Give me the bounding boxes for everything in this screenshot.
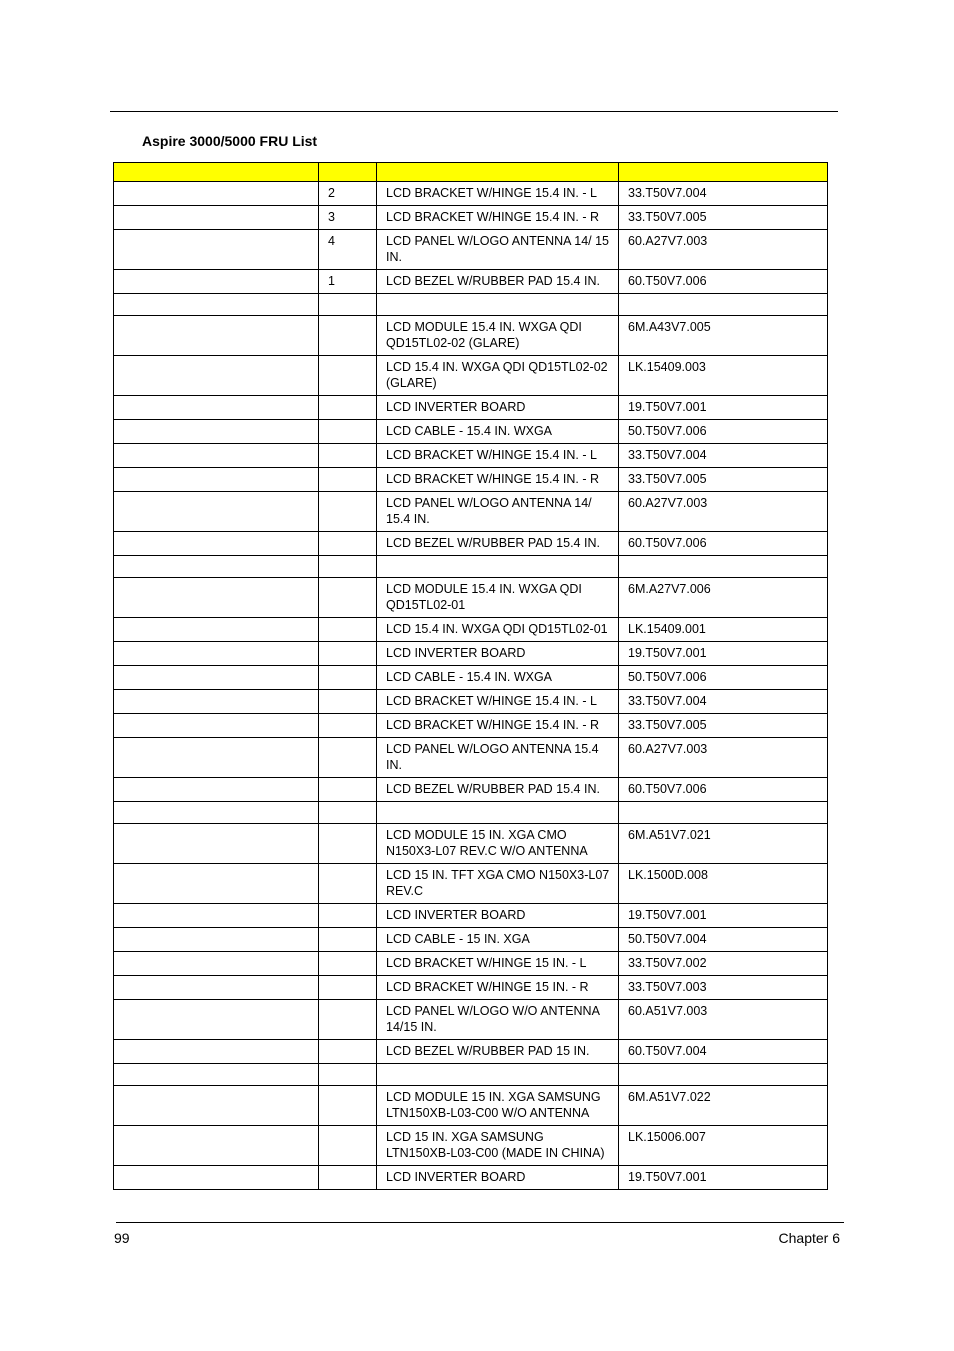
part-number-cell: 6M.A51V7.021 [619, 824, 828, 864]
part-name-cell: LCD BEZEL W/RUBBER PAD 15.4 IN. [377, 778, 619, 802]
table-row [114, 270, 828, 294]
category-cell [114, 444, 319, 468]
item-no-cell: 4 [319, 230, 377, 270]
part-name-cell: LCD BEZEL W/RUBBER PAD 15.4 IN. [377, 270, 619, 294]
table-row [114, 444, 828, 468]
part-number-cell [619, 294, 828, 316]
category-cell [114, 206, 319, 230]
category-cell [114, 492, 319, 532]
fru-table-body [114, 163, 828, 1190]
item-no-cell [319, 976, 377, 1000]
part-name-cell: LCD 15 IN. XGA SAMSUNG LTN150XB-L03-C00 (MADE IN CHINA) [377, 1126, 619, 1166]
category-cell [114, 316, 319, 356]
part-name-cell: LCD PANEL W/LOGO ANTENNA 14/ 15.4 IN. [377, 492, 619, 532]
table-row [114, 492, 828, 532]
category-cell [114, 666, 319, 690]
part-name-cell: LCD MODULE 15 IN. XGA SAMSUNG LTN150XB-L03-C00 W/O ANTENNA [377, 1086, 619, 1126]
table-row [114, 420, 828, 444]
table-row [114, 714, 828, 738]
part-name-cell: LCD BRACKET W/HINGE 15.4 IN. - R [377, 468, 619, 492]
category-cell [114, 802, 319, 824]
category-cell [114, 468, 319, 492]
part-name-cell: LCD INVERTER BOARD [377, 396, 619, 420]
table-row [114, 578, 828, 618]
part-number-cell: 60.T50V7.004 [619, 1040, 828, 1064]
part-name-cell: LCD BRACKET W/HINGE 15.4 IN. - R [377, 206, 619, 230]
item-no-cell [319, 492, 377, 532]
part-name-cell: LCD INVERTER BOARD [377, 642, 619, 666]
table-row [114, 1064, 828, 1086]
part-name-cell: LCD INVERTER BOARD [377, 1166, 619, 1190]
part-number-cell: LK.15006.007 [619, 1126, 828, 1166]
table-row [114, 316, 828, 356]
part-number-cell: 33.T50V7.004 [619, 182, 828, 206]
category-cell [114, 618, 319, 642]
table-row [114, 802, 828, 824]
item-no-cell [319, 1040, 377, 1064]
item-no-cell [319, 1000, 377, 1040]
table-row [114, 468, 828, 492]
table-row [114, 904, 828, 928]
item-no-cell [319, 578, 377, 618]
category-cell [114, 556, 319, 578]
item-no-cell [319, 714, 377, 738]
table-row [114, 864, 828, 904]
part-number-cell: 33.T50V7.005 [619, 714, 828, 738]
item-no-cell [319, 864, 377, 904]
table-row [114, 618, 828, 642]
item-no-cell [319, 356, 377, 396]
chapter-label: Chapter 6 [778, 1230, 840, 1246]
table-row [114, 738, 828, 778]
part-name-cell: LCD BRACKET W/HINGE 15.4 IN. - L [377, 690, 619, 714]
part-name-cell: LCD MODULE 15.4 IN. WXGA QDI QD15TL02-01 [377, 578, 619, 618]
part-name-cell: LCD BEZEL W/RUBBER PAD 15 IN. [377, 1040, 619, 1064]
category-cell [114, 1166, 319, 1190]
table-row [114, 230, 828, 270]
category-cell [114, 230, 319, 270]
part-name-cell: LCD 15.4 IN. WXGA QDI QD15TL02-02 (GLARE) [377, 356, 619, 396]
part-name-cell: LCD CABLE - 15 IN. XGA [377, 928, 619, 952]
part-number-cell: LK.15409.001 [619, 618, 828, 642]
part-number-cell: 60.A27V7.003 [619, 738, 828, 778]
part-number-cell [619, 556, 828, 578]
part-number-cell: 33.T50V7.005 [619, 468, 828, 492]
item-no-cell [319, 444, 377, 468]
table-row [114, 642, 828, 666]
category-cell [114, 976, 319, 1000]
item-no-cell [319, 618, 377, 642]
table-row [114, 532, 828, 556]
item-no-cell [319, 642, 377, 666]
part-number-cell: 60.A27V7.003 [619, 492, 828, 532]
item-no-cell [319, 802, 377, 824]
part-number-cell: 60.A51V7.003 [619, 1000, 828, 1040]
part-number-cell: 6M.A43V7.005 [619, 316, 828, 356]
category-cell [114, 904, 319, 928]
category-cell [114, 714, 319, 738]
category-cell [114, 294, 319, 316]
part-number-cell: 19.T50V7.001 [619, 1166, 828, 1190]
table-row [114, 294, 828, 316]
item-no-cell [319, 1126, 377, 1166]
part-number-cell: 33.T50V7.002 [619, 952, 828, 976]
item-no-cell [319, 690, 377, 714]
part-number-cell: 60.A27V7.003 [619, 230, 828, 270]
part-number-cell: 33.T50V7.003 [619, 976, 828, 1000]
table-row [114, 1126, 828, 1166]
part-number-cell: 33.T50V7.004 [619, 690, 828, 714]
category-cell [114, 396, 319, 420]
part-number-cell: 60.T50V7.006 [619, 532, 828, 556]
category-cell [114, 420, 319, 444]
footer-rule [116, 1222, 844, 1223]
part-number-cell: 60.T50V7.006 [619, 270, 828, 294]
header-cell [619, 163, 828, 182]
part-number-cell: 19.T50V7.001 [619, 642, 828, 666]
table-row [114, 976, 828, 1000]
part-name-cell: LCD BRACKET W/HINGE 15 IN. - R [377, 976, 619, 1000]
table-row [114, 1086, 828, 1126]
category-cell [114, 1040, 319, 1064]
item-no-cell [319, 1064, 377, 1086]
part-number-cell: 33.T50V7.005 [619, 206, 828, 230]
item-no-cell [319, 738, 377, 778]
part-name-cell: LCD PANEL W/LOGO W/O ANTENNA 14/15 IN. [377, 1000, 619, 1040]
category-cell [114, 824, 319, 864]
category-cell [114, 928, 319, 952]
table-row [114, 666, 828, 690]
part-name-cell: LCD CABLE - 15.4 IN. WXGA [377, 666, 619, 690]
part-name-cell: LCD MODULE 15.4 IN. WXGA QDI QD15TL02-02 (GLARE) [377, 316, 619, 356]
part-number-cell: 50.T50V7.006 [619, 420, 828, 444]
fru-table [113, 162, 828, 1190]
part-name-cell: LCD 15.4 IN. WXGA QDI QD15TL02-01 [377, 618, 619, 642]
item-no-cell [319, 556, 377, 578]
part-name-cell: LCD PANEL W/LOGO ANTENNA 14/ 15 IN. [377, 230, 619, 270]
item-no-cell [319, 396, 377, 420]
category-cell [114, 952, 319, 976]
category-cell [114, 532, 319, 556]
part-name-cell: LCD INVERTER BOARD [377, 904, 619, 928]
part-number-cell: 6M.A27V7.006 [619, 578, 828, 618]
table-row [114, 356, 828, 396]
part-number-cell: 19.T50V7.001 [619, 396, 828, 420]
item-no-cell [319, 468, 377, 492]
part-name-cell: LCD 15 IN. TFT XGA CMO N150X3-L07 REV.C [377, 864, 619, 904]
item-no-cell [319, 778, 377, 802]
part-name-cell [377, 802, 619, 824]
part-name-cell: LCD BEZEL W/RUBBER PAD 15.4 IN. [377, 532, 619, 556]
header-rule [110, 111, 838, 112]
part-name-cell: LCD CABLE - 15.4 IN. WXGA [377, 420, 619, 444]
part-number-cell: 50.T50V7.006 [619, 666, 828, 690]
table-row [114, 690, 828, 714]
table-header-row [114, 163, 828, 182]
category-cell [114, 1126, 319, 1166]
part-name-cell [377, 556, 619, 578]
item-no-cell [319, 824, 377, 864]
table-row [114, 952, 828, 976]
item-no-cell: 2 [319, 182, 377, 206]
table-row [114, 1000, 828, 1040]
category-cell [114, 738, 319, 778]
header-cell [319, 163, 377, 182]
category-cell [114, 1086, 319, 1126]
category-cell [114, 1000, 319, 1040]
table-row [114, 928, 828, 952]
part-name-cell: LCD PANEL W/LOGO ANTENNA 15.4 IN. [377, 738, 619, 778]
item-no-cell [319, 1086, 377, 1126]
category-cell [114, 690, 319, 714]
table-row [114, 1040, 828, 1064]
item-no-cell [319, 294, 377, 316]
item-no-cell [319, 928, 377, 952]
part-name-cell: LCD MODULE 15 IN. XGA CMO N150X3-L07 REV.C W/O ANTENNA [377, 824, 619, 864]
category-cell [114, 778, 319, 802]
part-number-cell: 33.T50V7.004 [619, 444, 828, 468]
category-cell [114, 270, 319, 294]
part-name-cell: LCD BRACKET W/HINGE 15 IN. - L [377, 952, 619, 976]
item-no-cell [319, 952, 377, 976]
item-no-cell [319, 532, 377, 556]
header-cell [114, 163, 319, 182]
table-row [114, 182, 828, 206]
part-number-cell: 60.T50V7.006 [619, 778, 828, 802]
table-row [114, 1166, 828, 1190]
document-title: Aspire 3000/5000 FRU List [142, 133, 318, 149]
item-no-cell: 1 [319, 270, 377, 294]
item-no-cell [319, 316, 377, 356]
category-cell [114, 1064, 319, 1086]
table-row [114, 824, 828, 864]
part-number-cell: LK.15409.003 [619, 356, 828, 396]
part-number-cell: 6M.A51V7.022 [619, 1086, 828, 1126]
category-cell [114, 864, 319, 904]
part-number-cell [619, 802, 828, 824]
part-name-cell [377, 294, 619, 316]
item-no-cell [319, 420, 377, 444]
header-cell [377, 163, 619, 182]
part-name-cell [377, 1064, 619, 1086]
item-no-cell [319, 666, 377, 690]
table-row [114, 556, 828, 578]
part-number-cell: 19.T50V7.001 [619, 904, 828, 928]
part-name-cell: LCD BRACKET W/HINGE 15.4 IN. - L [377, 444, 619, 468]
part-number-cell [619, 1064, 828, 1086]
item-no-cell [319, 1166, 377, 1190]
item-no-cell: 3 [319, 206, 377, 230]
category-cell [114, 182, 319, 206]
category-cell [114, 356, 319, 396]
table-row [114, 396, 828, 420]
page-number: 99 [114, 1230, 130, 1246]
item-no-cell [319, 904, 377, 928]
part-number-cell: LK.1500D.008 [619, 864, 828, 904]
part-number-cell: 50.T50V7.004 [619, 928, 828, 952]
table-row [114, 206, 828, 230]
category-cell [114, 642, 319, 666]
part-name-cell: LCD BRACKET W/HINGE 15.4 IN. - L [377, 182, 619, 206]
category-cell [114, 578, 319, 618]
part-name-cell: LCD BRACKET W/HINGE 15.4 IN. - R [377, 714, 619, 738]
table-row [114, 778, 828, 802]
